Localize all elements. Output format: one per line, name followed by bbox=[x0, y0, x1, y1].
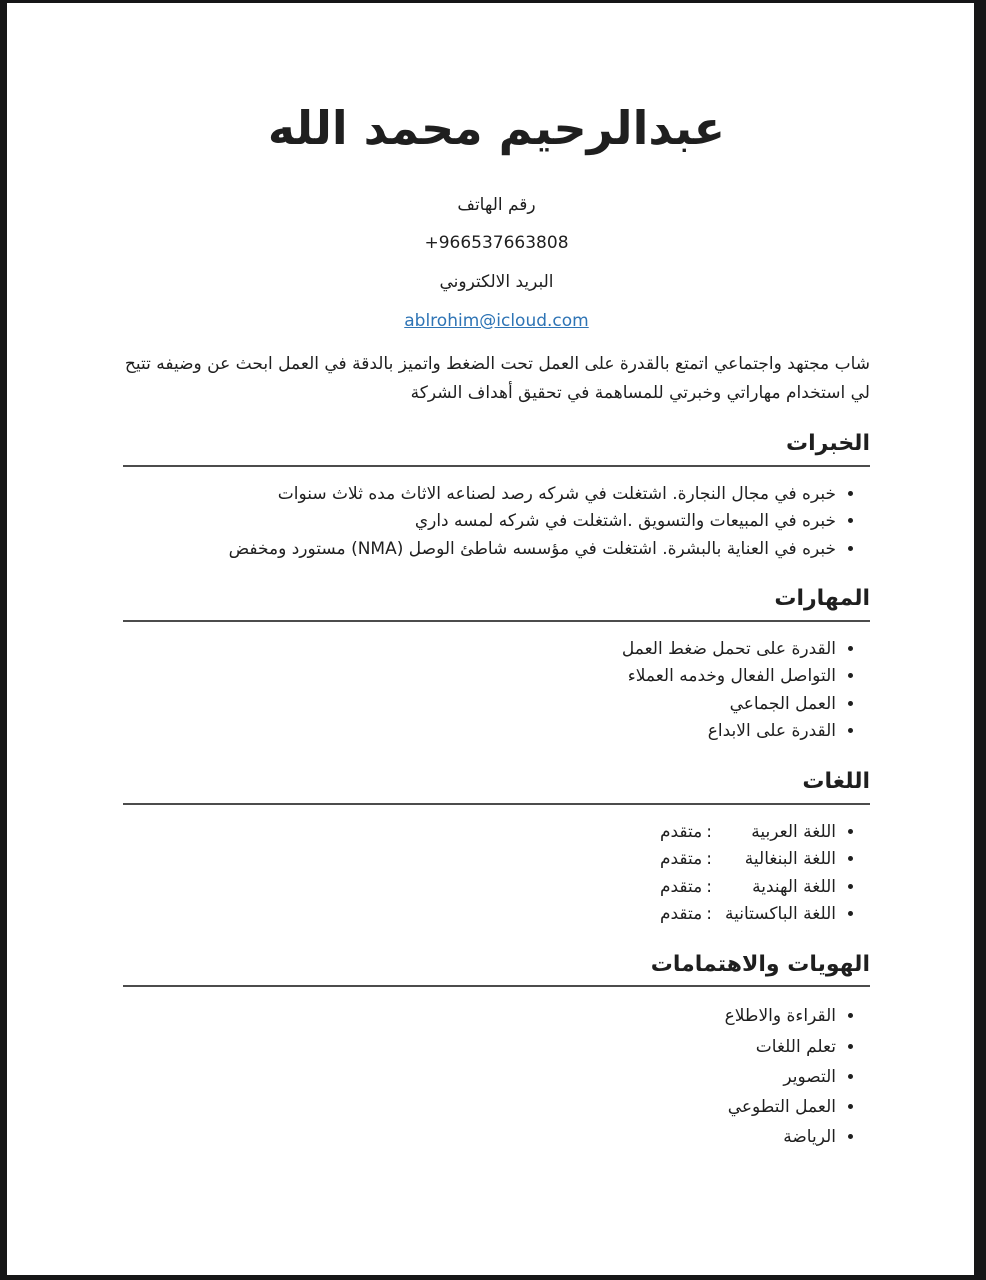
hobby-item: • تعلم اللغات bbox=[123, 1032, 836, 1062]
skills-list bbox=[123, 632, 870, 746]
language-item bbox=[123, 901, 836, 929]
section-hobbies bbox=[123, 951, 870, 1153]
section-title-experience: الخبرات bbox=[786, 431, 870, 457]
language-colon: : bbox=[706, 821, 712, 842]
resume-content bbox=[123, 100, 870, 1153]
language-colon: : bbox=[706, 904, 712, 925]
language-level: متقدم bbox=[659, 821, 703, 842]
language-name: اللغة العربية bbox=[751, 821, 836, 842]
phone-value: +966537663808 bbox=[424, 233, 569, 254]
section-languages bbox=[123, 768, 870, 929]
candidate-name: عبدالرحيم محمد الله bbox=[267, 101, 726, 155]
section-skills bbox=[123, 585, 870, 746]
skill-item: • القدرة على تحمل ضغط العمل bbox=[123, 636, 836, 664]
skill-item: • القدرة على الابداع bbox=[123, 718, 836, 746]
experience-item: • خبره في العناية بالبشرة. اشتغلت في مؤسسه شاطئ الوصل (NMA) مستورد ومخفض bbox=[123, 536, 836, 564]
languages-list bbox=[123, 815, 870, 929]
language-item bbox=[123, 874, 836, 902]
section-title-hobbies: الهويات والاهتمامات bbox=[650, 951, 870, 977]
section-title-languages: اللغات bbox=[802, 768, 870, 794]
experience-list bbox=[123, 477, 870, 564]
section-divider bbox=[123, 985, 870, 987]
section-title-skills: المهارات bbox=[774, 586, 870, 612]
section-experience bbox=[123, 430, 870, 563]
experience-item: • خبره في مجال النجارة. اشتغلت في شركه رصد لصناعه الاثاث مده ثلاث سنوات bbox=[123, 481, 836, 509]
language-name: اللغة البنغالية bbox=[744, 849, 836, 870]
summary-text: شاب مجتهد واجتماعي اتمتع بالقدرة على العمل تحت الضغط واتميز بالدقة في العمل ابحث عن وضيفه تتيح لي استخدام مهاراتي وخبرتي للمساهمة في تحقيق أهداف الشركة bbox=[124, 354, 870, 404]
hobby-item: • التصوير bbox=[123, 1062, 836, 1092]
email-line bbox=[123, 312, 870, 331]
phone-label: رقم الهاتف bbox=[457, 194, 536, 215]
language-item bbox=[123, 846, 836, 874]
language-name: اللغة الهندية bbox=[752, 876, 836, 897]
phone-line bbox=[123, 234, 870, 253]
section-divider bbox=[123, 620, 870, 622]
hobby-item: • الرياضة bbox=[123, 1122, 836, 1152]
language-name: اللغة الباكستانية bbox=[724, 904, 836, 925]
email-label: البريد الالكتروني bbox=[439, 271, 554, 292]
language-level: متقدم bbox=[659, 849, 703, 870]
language-colon: : bbox=[706, 876, 712, 897]
skill-item: • العمل الجماعي bbox=[123, 691, 836, 719]
resume-page bbox=[7, 3, 974, 1275]
skill-item: • التواصل الفعال وخدمه العملاء bbox=[123, 663, 836, 691]
language-item bbox=[123, 819, 836, 847]
contact-block bbox=[123, 196, 870, 331]
hobby-item: • القراءة والاطلاع bbox=[123, 1001, 836, 1031]
email-link[interactable]: ablrohim@icloud.com bbox=[404, 310, 589, 331]
hobbies-list bbox=[123, 997, 870, 1152]
language-level: متقدم bbox=[659, 904, 703, 925]
section-divider bbox=[123, 803, 870, 805]
language-level: متقدم bbox=[659, 876, 703, 897]
language-colon: : bbox=[706, 849, 712, 870]
experience-item: • خبره في المبيعات والتسويق .اشتغلت في شركه لمسه داري bbox=[123, 508, 836, 536]
hobby-item: • العمل التطوعي bbox=[123, 1092, 836, 1122]
section-divider bbox=[123, 465, 870, 467]
